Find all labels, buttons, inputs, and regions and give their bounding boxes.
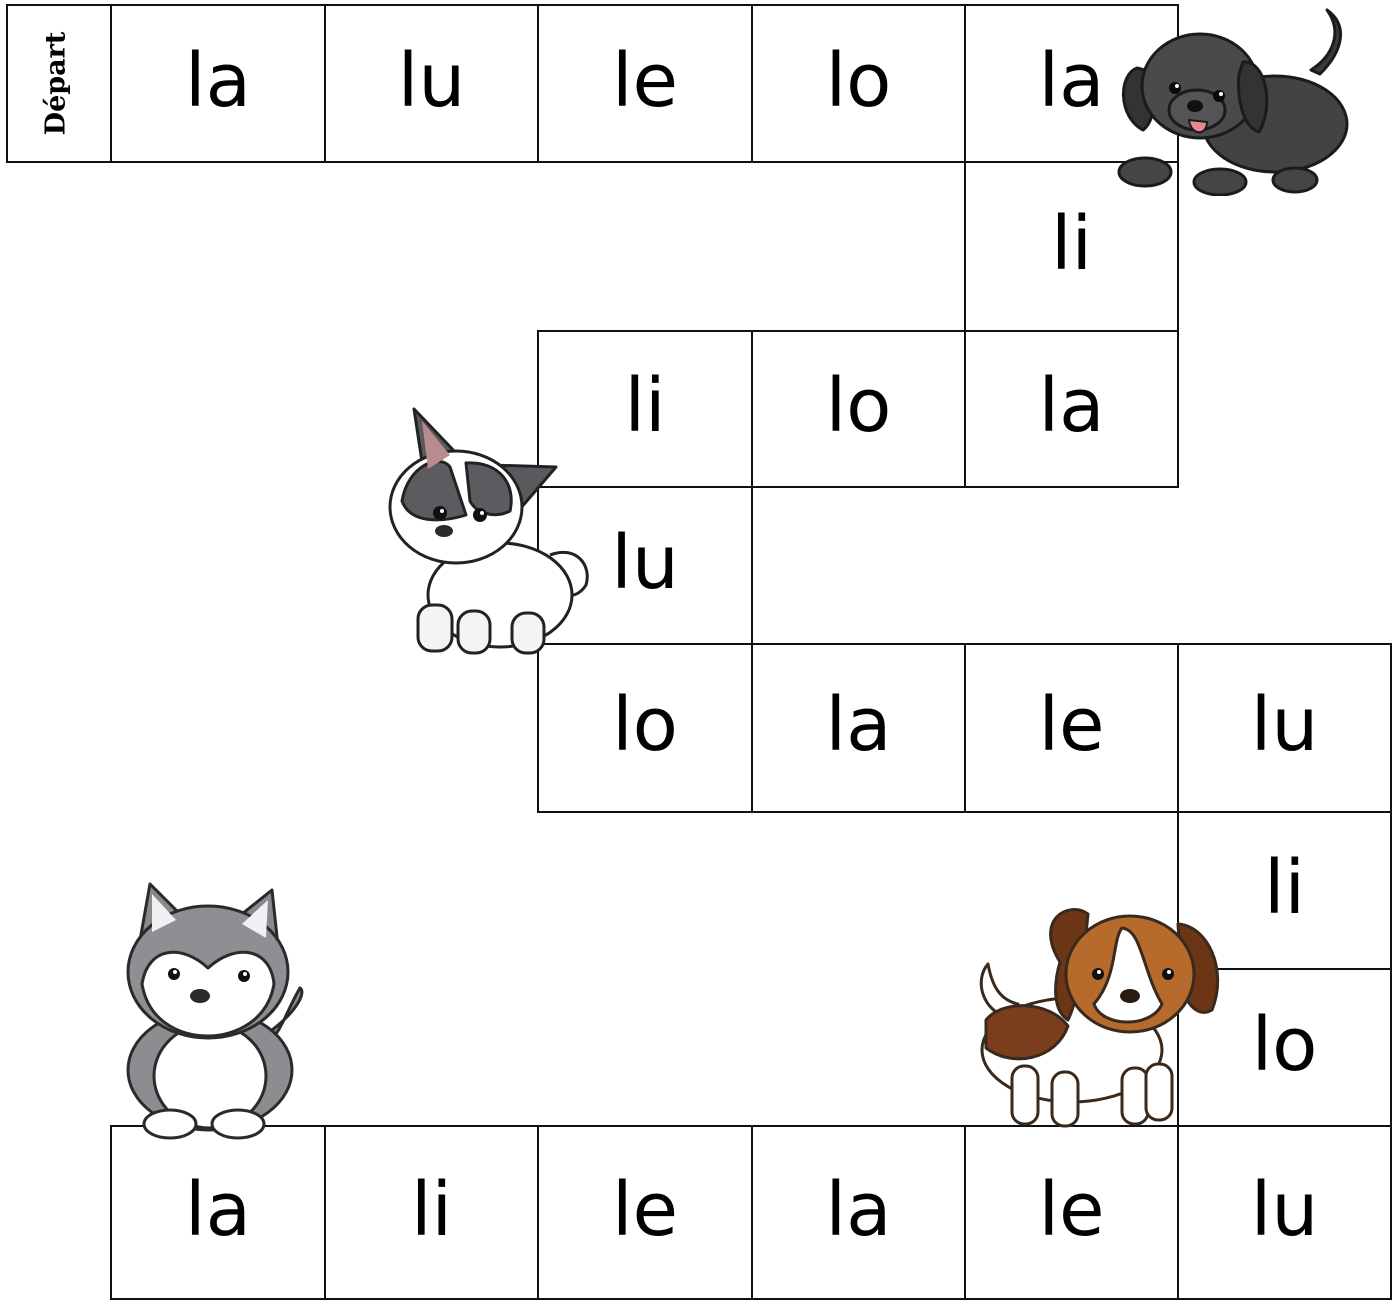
black-puppy-icon — [1115, 4, 1355, 196]
cell-syllable: li — [1050, 200, 1093, 287]
board-cell[interactable] — [324, 4, 539, 163]
board-cell[interactable] — [751, 643, 966, 813]
cell-syllable: la — [185, 37, 251, 124]
board-cell[interactable] — [751, 1125, 966, 1300]
board-cell[interactable] — [537, 4, 753, 163]
cell-syllable: lo — [1251, 1001, 1318, 1088]
cell-syllable: lo — [612, 682, 678, 768]
cell-syllable: li — [624, 363, 666, 449]
start-cell — [6, 4, 112, 163]
cell-syllable: la — [825, 1166, 892, 1253]
cell-syllable: la — [1038, 37, 1105, 124]
cell-syllable: lo — [825, 37, 892, 124]
cell-syllable: li — [1263, 844, 1306, 931]
cell-syllable: lu — [611, 519, 679, 606]
cell-syllable: la — [1038, 363, 1105, 449]
board-cell[interactable] — [1177, 643, 1392, 813]
beagle-puppy-icon — [972, 900, 1228, 1132]
cell-syllable: lu — [1250, 1166, 1319, 1253]
cell-syllable: lo — [825, 363, 892, 449]
board-cell[interactable] — [537, 643, 753, 813]
husky-puppy-icon — [112, 880, 308, 1140]
board-cell[interactable] — [751, 4, 966, 163]
board-cell[interactable] — [964, 1125, 1179, 1300]
black-white-puppy-icon — [380, 405, 598, 657]
board-cell[interactable] — [110, 4, 326, 163]
cell-syllable: lu — [1250, 682, 1319, 768]
board-cell[interactable] — [964, 643, 1179, 813]
board-cell[interactable] — [1177, 1125, 1392, 1300]
board-cell[interactable] — [751, 330, 966, 488]
cell-syllable: la — [825, 682, 892, 768]
cell-syllable: lu — [397, 37, 466, 124]
cell-syllable: li — [410, 1166, 453, 1253]
start-label: Départ — [40, 31, 72, 136]
cell-syllable: le — [1038, 1166, 1105, 1253]
board-cell[interactable] — [110, 1125, 326, 1300]
cell-syllable: le — [611, 1166, 679, 1253]
board-cell[interactable] — [964, 330, 1179, 488]
board-cell[interactable] — [537, 1125, 753, 1300]
cell-syllable: la — [185, 1166, 251, 1253]
cell-syllable: le — [1038, 682, 1105, 768]
cell-syllable: le — [611, 37, 679, 124]
board-cell[interactable] — [324, 1125, 539, 1300]
